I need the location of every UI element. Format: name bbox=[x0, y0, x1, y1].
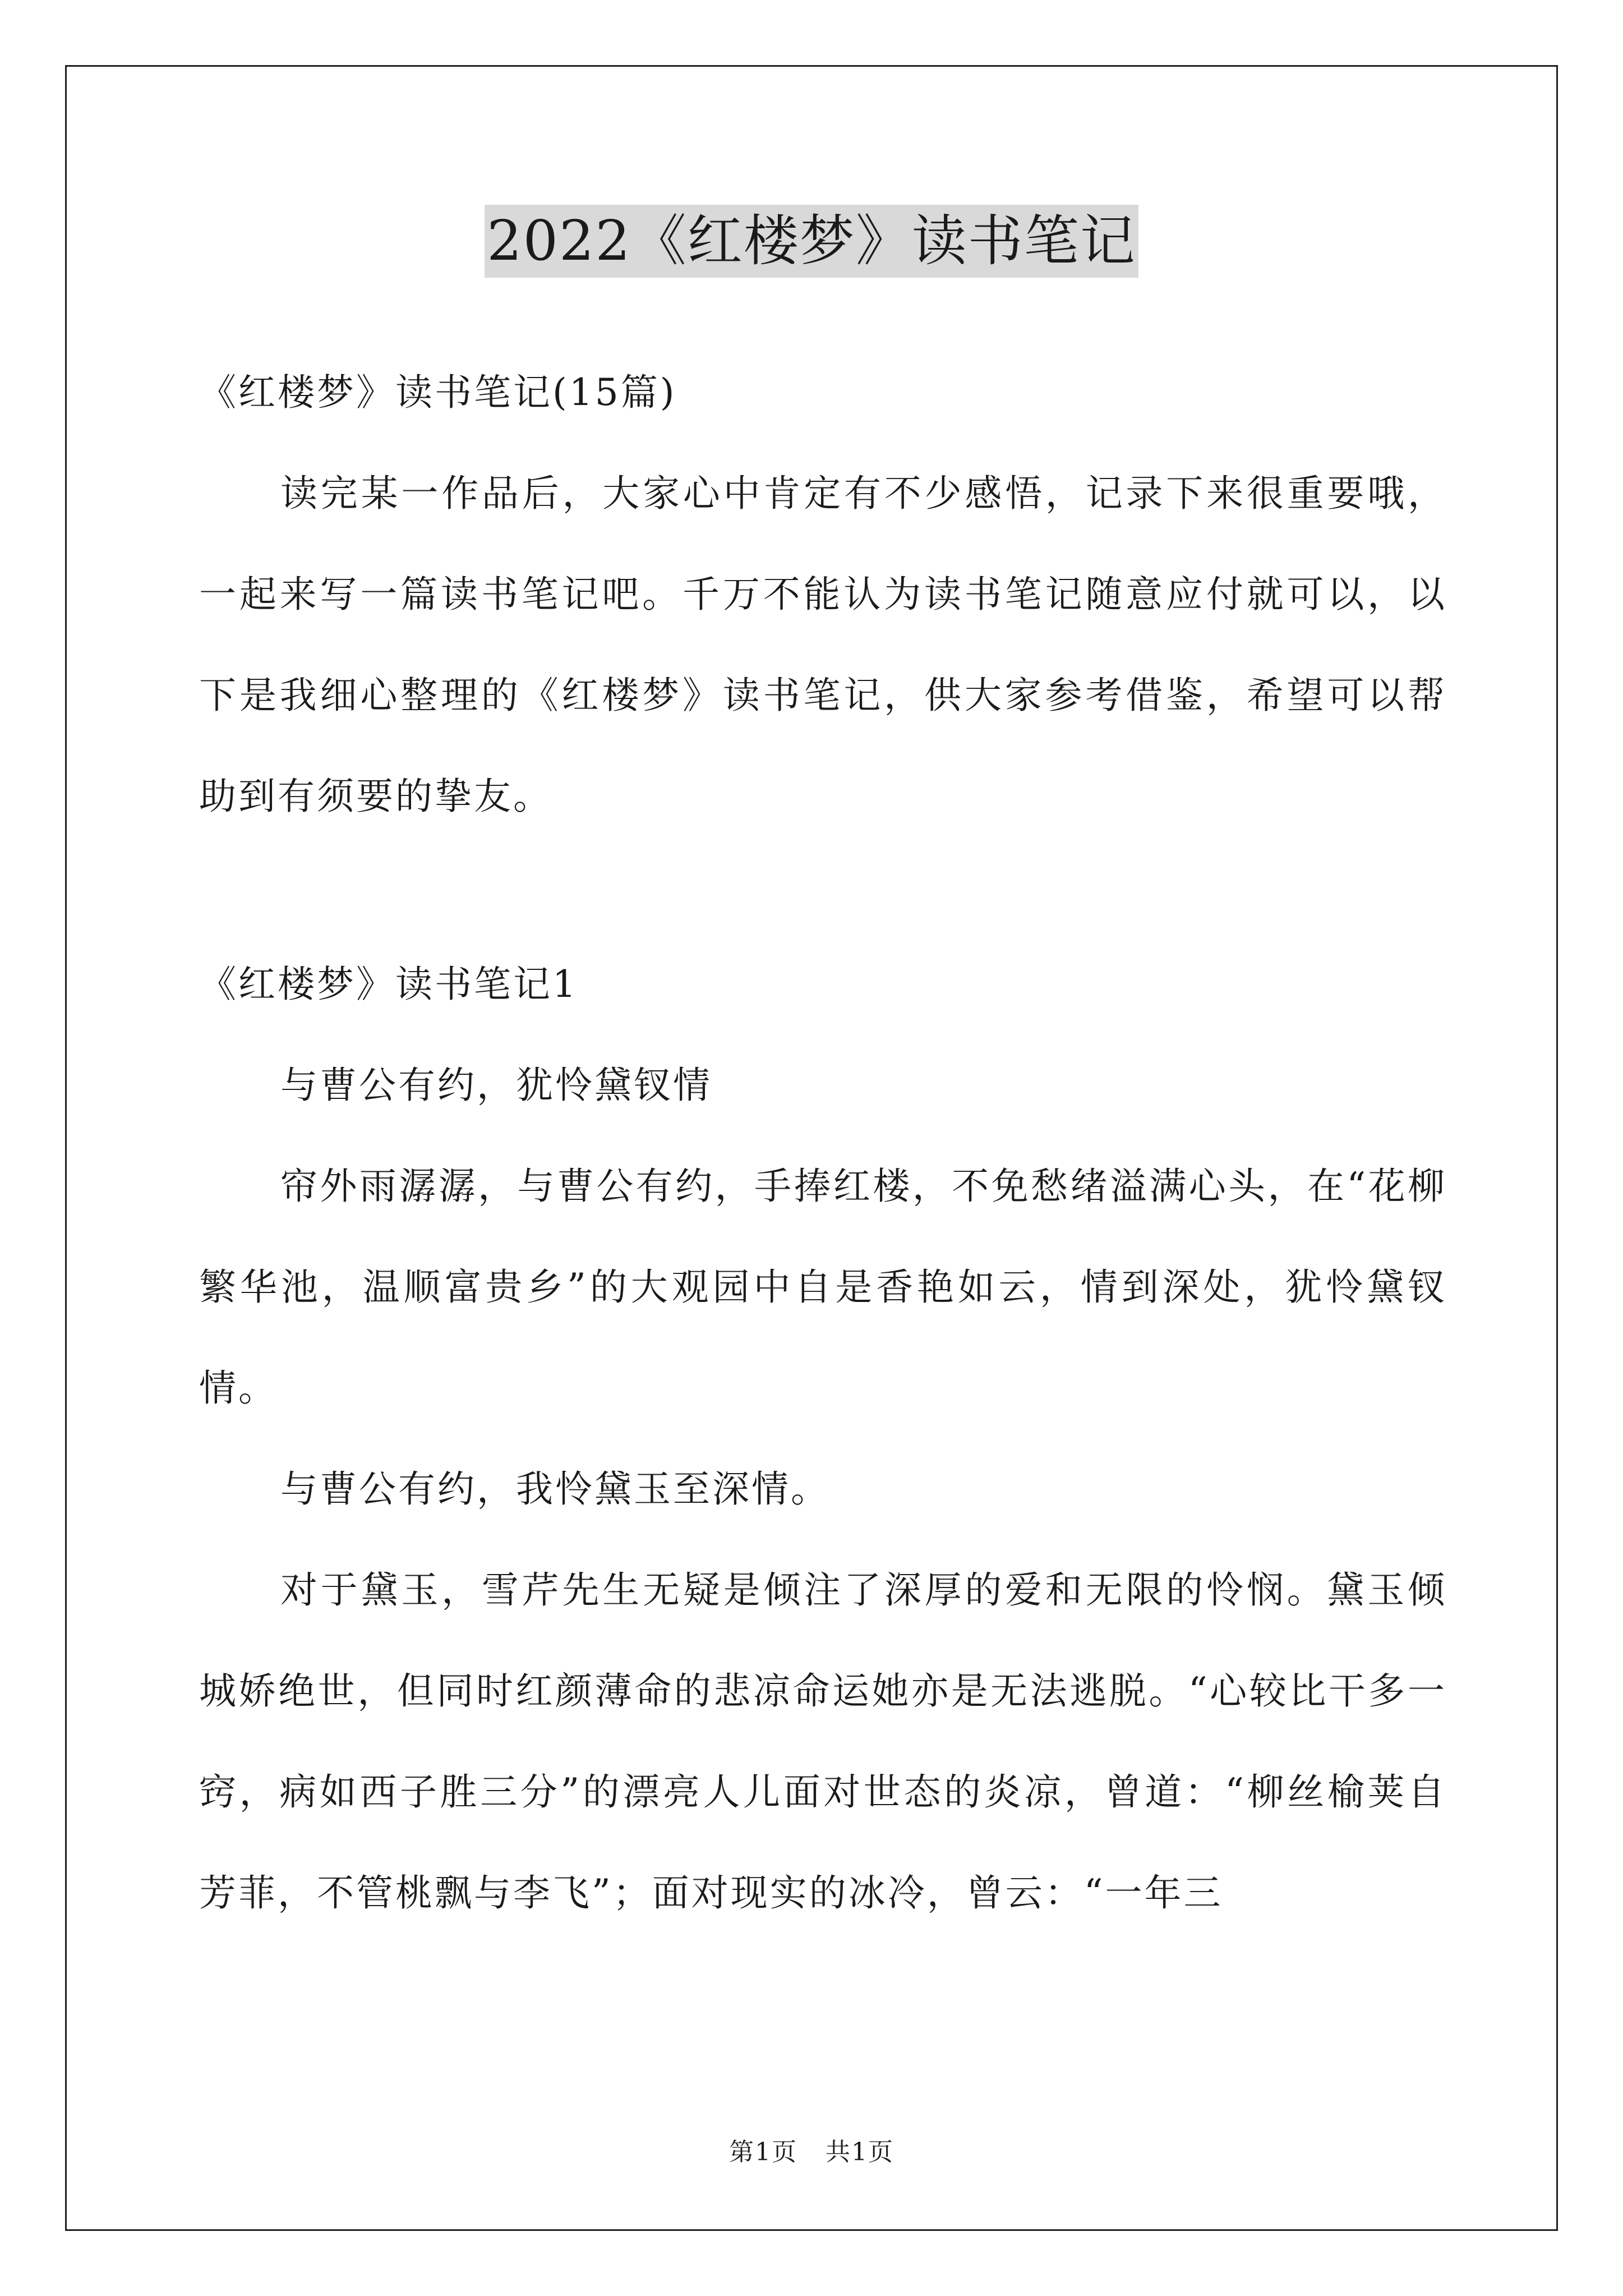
page-footer bbox=[0, 2132, 1623, 2168]
page-number: 第1页 bbox=[729, 2138, 797, 2166]
body-paragraph: 帘外雨潺潺，与曹公有约，手捧红楼，不免愁绪溢满心头，在“花柳繁华池，温顺富贵乡”的大观园中自是香艳如云，情到深处，犹怜黛钗情。 bbox=[199, 1165, 1447, 1410]
title-wrap bbox=[0, 205, 1623, 278]
intro-paragraph: 读完某一作品后，大家心中肯定有不少感悟，记录下来很重要哦，一起来写一篇读书笔记吧。千万不能认为读书笔记随意应付就可以，以下是我细心整理的《红楼梦》读书笔记，供大家参考借鉴，希望可以帮助到有须要的挚友。 bbox=[199, 472, 1447, 818]
document-body bbox=[199, 342, 1447, 1944]
section-subheading: 与曹公有约，犹怜黛钗情 bbox=[280, 1064, 712, 1107]
page-total: 共1页 bbox=[826, 2138, 894, 2166]
document-subtitle: 《红楼梦》读书笔记(15篇) bbox=[199, 371, 677, 414]
section-heading: 《红楼梦》读书笔记1 bbox=[199, 963, 578, 1006]
document-title: 2022《红楼梦》读书笔记 bbox=[485, 205, 1138, 278]
section-gap bbox=[199, 847, 1447, 934]
body-paragraph: 与曹公有约，我怜黛玉至深情。 bbox=[280, 1467, 830, 1511]
body-paragraph: 对于黛玉，雪芹先生无疑是倾注了深厚的爱和无限的怜悯。黛玉倾城娇绝世，但同时红颜薄命的悲凉命运她亦是无法逃脱。“心较比干多一窍，病如西子胜三分”的漂亮人儿面对世态的炎凉，曾道：“柳丝榆荚自芳菲，不管桃飘与李飞”；面对现实的冰冷，曾云：“一年三 bbox=[199, 1568, 1447, 1915]
